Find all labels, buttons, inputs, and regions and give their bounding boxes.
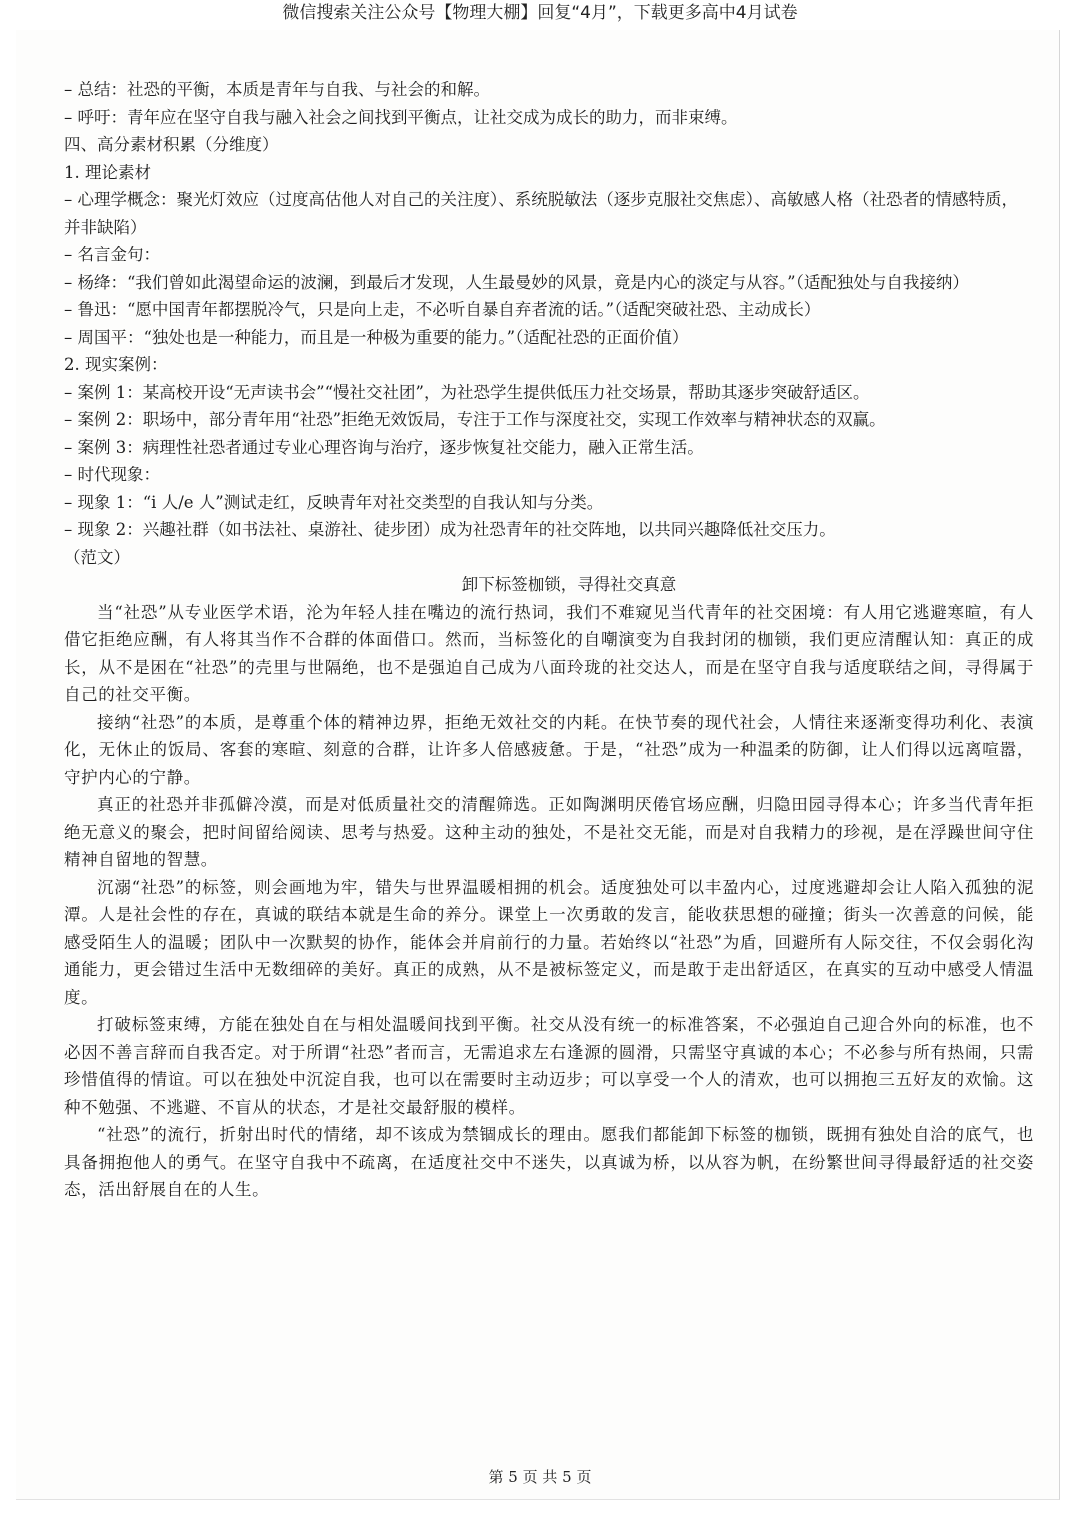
quote-luxun: – 鲁迅：“愿中国青年都摆脱冷气，只是向上走，不必听自暴自弃者流的话。”（适配突破社恐、主动成长） [64,300,821,319]
model-essay-label: （范文） [64,547,130,567]
summary-line: – 总结：社恐的平衡，本质是青年与自我、与社会的和解。 [64,80,490,99]
psych-concept-line: – 心理学概念：聚光灯效应（过度高估他人对自己的关注度）、系统脱敏法（逐步克服社交焦虑）、高敏感人格（社恐者的情感特质，并非缺陷） [64,190,1018,237]
quote-zhouguoping: – 周国平：“独处也是一种能力，而且是一种极为重要的能力。”（适配社恐的正面价值） [64,327,689,347]
era-phenomena-label: – 时代现象： [64,465,160,484]
essay-paragraph: 当“社恐”从专业医学术语，沦为年轻人挂在嘴边的流行热词，我们不难窥见当代青年的社交困境：有人用它逃避寒暄，有人借它拒绝应酬，有人将其当作不合群的体面借口。然而，当标签化的自嘲演变为自我封闭的枷锁，我们更应清醒认知：真正的成长，从不是困在“社恐”的壳里与世隔绝，也不是强迫自己成为八面玲珑的社交达人，而是在坚守自我与适度联结之间，寻得属于自己的社交平衡。 [64,602,1034,704]
subsection-heading-cases: 2. 现实案例： [64,355,168,374]
case-1: – 案例 1：某高校开设“无声读书会”“慢社交社团”，为社恐学生提供低压力社交场景，帮助其逐步突破舒适区。 [64,382,870,402]
essay-paragraph: 打破标签束缚，方能在独处自在与相处温暖间找到平衡。社交从没有统一的标准答案，不必强迫自己迎合外向的标准，也不必因不善言辞而自我否定。对于所谓“社恐”者而言，无需追求左右逢源的圆滑，只需坚守真诚的本心；不必参与所有热闹，只需珍惜值得的情谊。可以在独处中沉淀自我，也可以在需要时主动迈步；可以享受一个人的清欢，也可以拥抱三五好友的欢愉。这种不勉强、不逃避、不盲从的状态，才是社交最舒服的模样。 [64,1015,1034,1117]
subsection-heading-theory: 1. 理论素材 [64,162,151,182]
case-3: – 案例 3：病理性社恐者通过专业心理咨询与治疗，逐步恢复社交能力，融入正常生活。 [64,437,704,457]
essay-paragraph: 沉溺“社恐”的标签，则会画地为牢，错失与世界温暖相拥的机会。适度独处可以丰盈内心，过度逃避却会让人陷入孤独的泥潭。人是社会性的存在，真诚的联结本就是生命的养分。课堂上一次勇敢的发言，能收获思想的碰撞；街头一次善意的问候，能感受陌生人的温暖；团队中一次默契的协作，能体会并肩前行的力量。若始终以“社恐”为盾，回避所有人际交往，不仅会弱化沟通能力，更会错过生活中无数细碎的美好。真正的成熟，从不是被标签定义，而是敢于走出舒适区，在真实的互动中感受人情温度。 [64,877,1034,1007]
section-heading: 四、高分素材积累（分维度） [64,135,279,154]
essay-paragraph: “社恐”的流行，折射出时代的情绪，却不该成为禁锢成长的理由。愿我们都能卸下标签的枷锁，既拥有独处自洽的底气，也具备拥抱他人的勇气。在坚守自我中不疏离，在适度社交中不迷失，以真诚为桥，以从容为帆，在纷繁世间寻得最舒适的社交姿态，活出舒展自在的人生。 [64,1125,1034,1199]
essay-paragraph: 接纳“社恐”的本质，是尊重个体的精神边界，拒绝无效社交的内耗。在快节奏的现代社会，人情往来逐渐变得功利化、表演化，无休止的饭局、客套的寒暄、刻意的合群，让许多人倍感疲惫。于是，“社恐”成为一种温柔的防御，让人们得以远离喧嚣，守护内心的宁静。 [64,712,1034,787]
case-2: – 案例 2：职场中，部分青年用“社恐”拒绝无效饭局，专注于工作与深度社交，实现工作效率与精神状态的双赢。 [64,410,886,429]
page-content [64,76,1034,1204]
phenomenon-2: – 现象 2：兴趣社群（如书法社、桌游社、徒步团）成为社恐青年的社交阵地，以共同兴趣降低社交压力。 [64,520,836,539]
exam-page [16,30,1060,1500]
phenomenon-1: – 现象 1：“i 人/e 人”测试走红，反映青年对社交类型的自我认知与分类。 [64,492,604,512]
quotes-label: – 名言金句： [64,245,160,264]
wechat-banner: 微信搜索关注公众号【物理大棚】回复“4月”，下载更多高中4月试卷 [0,0,1080,30]
quote-yangjiang: – 杨绛：“我们曾如此渴望命运的波澜，到最后才发现，人生最曼妙的风景，竟是内心的淡定与从容。”（适配独处与自我接纳） [64,272,969,292]
essay-paragraph: 真正的社恐并非孤僻冷漠，而是对低质量社交的清醒筛选。正如陶渊明厌倦官场应酬，归隐田园寻得本心；许多当代青年拒绝无意义的聚会，把时间留给阅读、思考与热爱。这种主动的独处，不是社交无能，而是对自我精力的珍视，是在浮躁世间守住精神自留地的智慧。 [64,795,1034,869]
appeal-line: – 呼吁：青年应在坚守自我与融入社会之间找到平衡点，让社交成为成长的助力，而非束缚。 [64,107,738,127]
essay-title: 卸下标签枷锁，寻得社交真意 [461,575,677,594]
page-number: 第 5 页 共 5 页 [488,1468,592,1486]
